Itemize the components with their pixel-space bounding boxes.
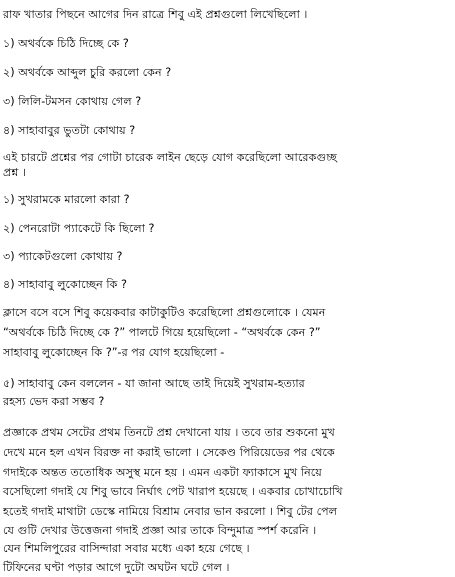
question-2-4: ৪) সাহাবাবু লুকোচ্ছেন কি ? [3, 278, 127, 291]
question-1-4: ৪) সাহাবাবুর ভুতটা কোথায় ? [3, 124, 136, 137]
paragraph-line: সাহাবাবু লুকোচ্ছেন কি ?”-র পর যোগ হয়েছিলো - [3, 346, 225, 359]
paragraph-line: এই চারটে প্রশ্নের পর গোটা চারেক লাইন ছেড়ে যোগ করেছিলো আরেকগুচ্ছ [3, 151, 337, 164]
question-2-3: ৩) প্যাকেটগুলো কোথায় ? [3, 250, 123, 263]
paragraph-line: ক্লাসে বসে বসে শিবু কয়েকবার কাটাকুটিও করেছিলো প্রশ্নগুলোকে । যেমন [3, 306, 326, 319]
closing-line: টিফিনের ঘণ্টা পড়ার আগে দুটো অঘটন ঘটে গেল । [3, 561, 230, 574]
intro-line: রাফ খাতার পিছনে আগের দিন রাত্রে শিবু এই প্রশ্নগুলো লিখেছিলো । [3, 8, 308, 21]
paragraph-line: প্রজ্ঞাকে প্রথম সেটের প্রথম তিনটে প্রশ্ন দেখানো যায় । তবে তার শুকনো মুখ [3, 426, 335, 439]
paragraph-line: গদাইকে অন্তত ততোধিক অসুস্থ মনে হয় । এমন একটা ফ্যাকাসে মুখ নিয়ে [3, 466, 322, 479]
question-1-1: ১) অথর্বকে চিঠি দিচ্ছে কে ? [3, 37, 129, 50]
question-2-2: ২) পেনরোটা প্যাকেটে কি ছিলো ? [3, 222, 155, 235]
paragraph-line: দেখে মনে হল এখন বিরক্ত না করাই ভালো । সেকেণ্ড পিরিয়েডের পর থেকে [3, 446, 335, 459]
paragraph-line: যে গুটি দেখার উত্তেজনা গদাই প্রজ্ঞা আর তাকে বিন্দুমাত্র স্পর্শ করেনি । [3, 524, 317, 537]
paragraph-line: হতেই গদাই মাথাটা ডেস্কে নামিয়ে বিশ্রাম নেবার ভান করলো । শিবু টের পেল [3, 505, 338, 518]
question-1-3: ৩) লিলি-টমসন কোথায় গেল ? [3, 95, 142, 108]
question-3-5-cont: রহস্য ভেদ করা সম্ভব ? [3, 395, 105, 408]
question-2-1: ১) সুখরামকে মারলো কারা ? [3, 193, 130, 206]
question-3-5: ৫) সাহাবাবু কেন বললেন - যা জানা আছে তাই দিয়েই সুখরাম-হত্যার [3, 377, 305, 390]
paragraph-line: “অথর্বকে চিঠি দিচ্ছে কে ?” পালটে গিয়ে হয়েছিলো - “অথর্বকে কেন ?” [3, 326, 321, 339]
paragraph-line: যেন শিমলিপুরের বাসিন্দারা সবার মধ্যে একা হয়ে গেছে । [3, 542, 250, 555]
question-1-2: ২) অথর্বকে আব্দুল চুরি করলো কেন ? [3, 66, 172, 79]
paragraph-line: বসেছিলো গদাই যে শিবু ভাবে নির্ঘাৎ পেট খারাপ হয়েছে । একবার চোখাচোখি [3, 485, 343, 498]
paragraph-line: প্রশ্ন । [3, 166, 26, 179]
